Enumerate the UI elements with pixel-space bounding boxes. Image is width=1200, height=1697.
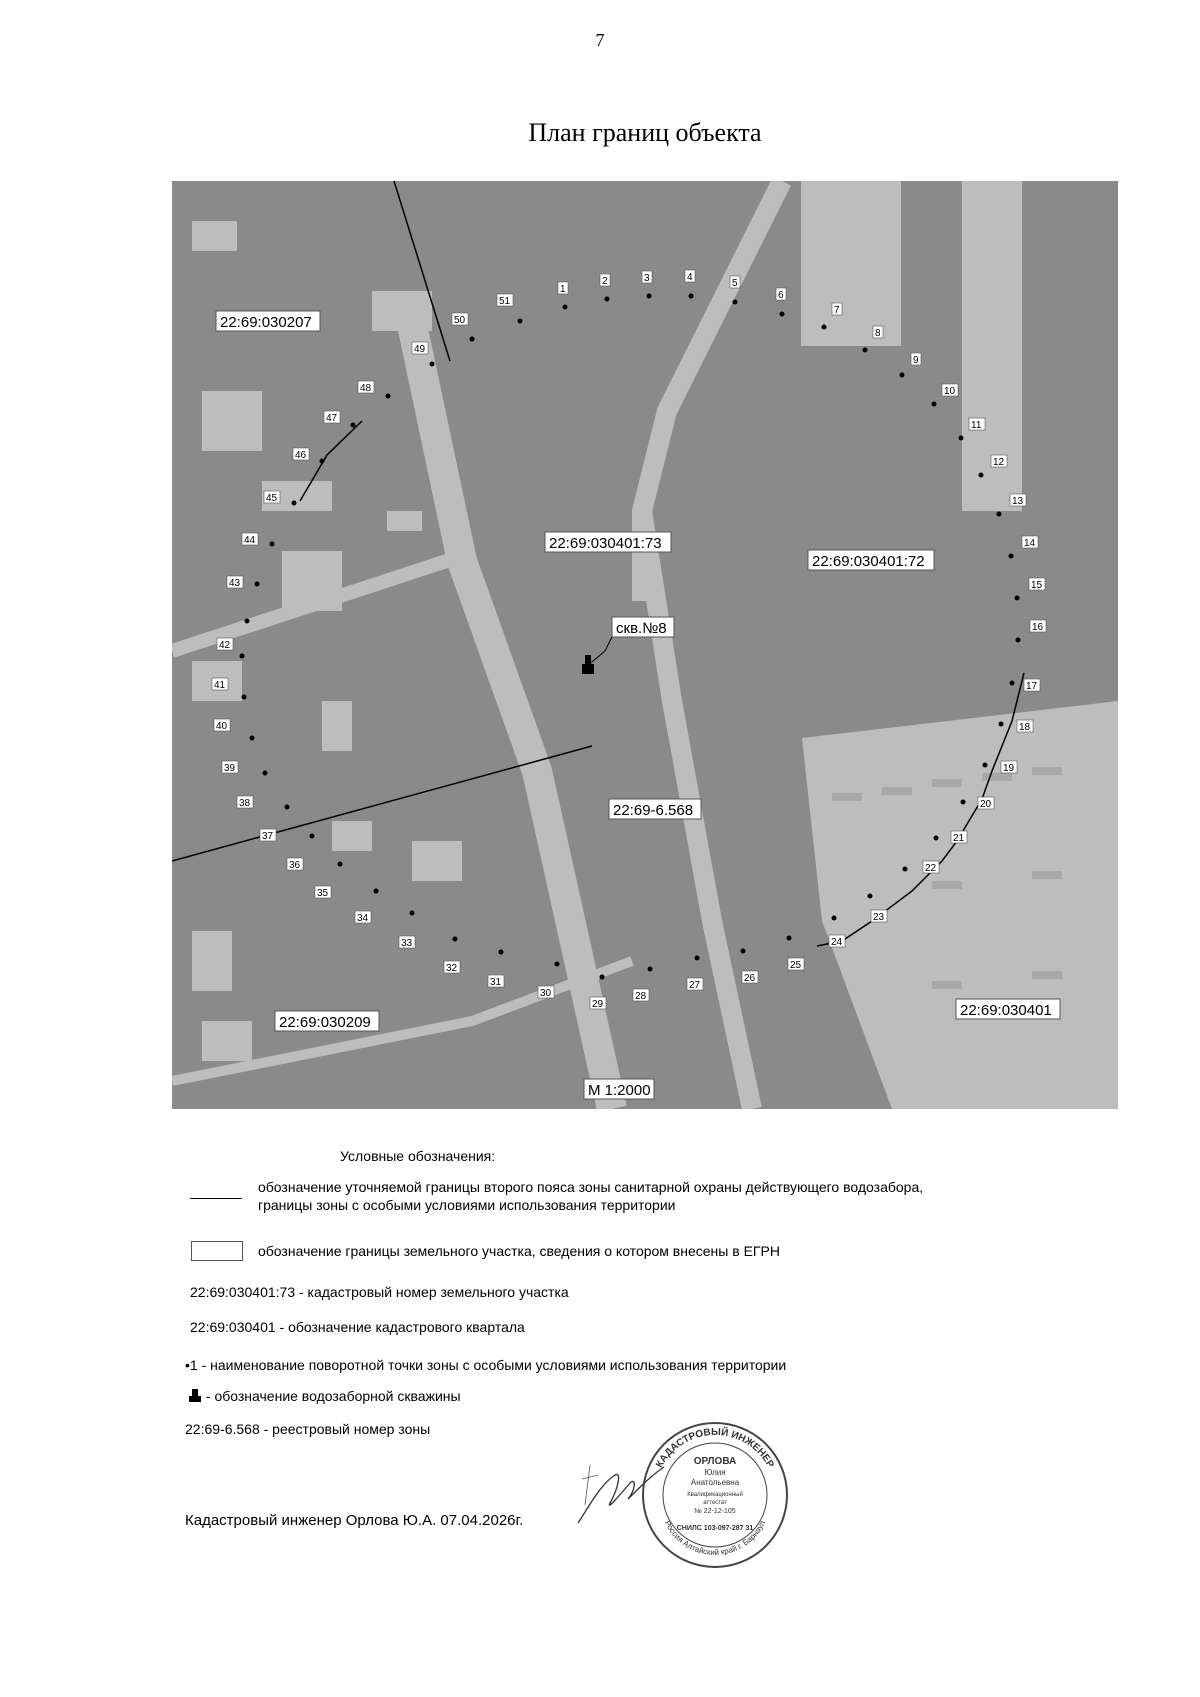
- legend-cadastral-number: 22:69:030401:73 - кадастровый номер земельного участка: [190, 1284, 569, 1300]
- point-label-4: 4: [687, 272, 693, 283]
- legend-registry-number: 22:69-6.568 - реестровый номер зоны: [185, 1421, 431, 1437]
- legend-cadastral-quarter: 22:69:030401 - обозначение кадастрового квартала: [190, 1319, 525, 1335]
- legend-zone-boundary-line2: границы зоны с особыми условиями использования территории: [258, 1197, 676, 1213]
- point-label-12: 12: [993, 457, 1005, 468]
- point-label-40: 40: [216, 721, 228, 732]
- well-label: скв.№8: [616, 620, 667, 637]
- point-label-43: 43: [229, 578, 241, 589]
- point-label-39: 39: [224, 763, 236, 774]
- point-label-3: 3: [644, 273, 650, 284]
- point-label-49: 49: [414, 344, 426, 355]
- stamp-name-1: ОРЛОВА: [693, 1456, 737, 1467]
- point-label-33: 33: [401, 938, 413, 949]
- point-label-11: 11: [971, 420, 982, 431]
- point-label-42: 42: [219, 640, 231, 651]
- point-label-30: 30: [540, 988, 552, 999]
- legend-box-symbol: [191, 1241, 243, 1261]
- boundary-map: [172, 181, 1118, 1109]
- point-label-2: 2: [602, 276, 608, 287]
- point-dot-icon: •: [185, 1357, 190, 1373]
- stamp-cert-3: № 22-12-105: [694, 1508, 736, 1515]
- point-label-10: 10: [944, 386, 956, 397]
- legend-line-symbol: [190, 1198, 242, 1199]
- quarter-label-030209: 22:69:030209: [279, 1014, 371, 1031]
- point-label-29: 29: [592, 999, 604, 1010]
- stamp-snils: СНИЛС 103-097-287 31: [676, 1525, 754, 1532]
- point-label-6: 6: [778, 290, 784, 301]
- point-label-27: 27: [689, 980, 701, 991]
- stamp-outer-top: КАДАСТРОВЫЙ ИНЖЕНЕР: [654, 1426, 776, 1470]
- point-label-21: 21: [953, 833, 965, 844]
- page-title: План границ объекта: [528, 118, 762, 147]
- point-label-37: 37: [262, 831, 274, 842]
- point-label-45: 45: [266, 493, 278, 504]
- point-label-34: 34: [357, 913, 369, 924]
- point-label-32: 32: [446, 963, 458, 974]
- point-label-38: 38: [239, 798, 251, 809]
- point-label-36: 36: [289, 860, 301, 871]
- point-label-19: 19: [1003, 763, 1015, 774]
- quarter-label-030401: 22:69:030401: [960, 1002, 1052, 1019]
- point-label-17: 17: [1026, 681, 1038, 692]
- point-label-1: 1: [560, 284, 566, 295]
- point-label-41: 41: [214, 680, 226, 691]
- point-label-28: 28: [635, 991, 647, 1002]
- engineer-stamp: [640, 1420, 790, 1570]
- stamp-cert-2: аттестат: [703, 1500, 727, 1506]
- point-label-24: 24: [831, 937, 843, 948]
- legend-parcel-boundary: обозначение границы земельного участка, сведения о котором внесены в ЕГРН: [258, 1243, 780, 1259]
- point-label-20: 20: [980, 799, 992, 810]
- legend-well: - обозначение водозаборной скважины: [188, 1387, 461, 1405]
- well-icon: [188, 1387, 202, 1403]
- stamp-name-2: Юлия: [704, 1468, 726, 1477]
- point-label-13: 13: [1012, 496, 1024, 507]
- page-number: 7: [595, 30, 605, 50]
- point-label-16: 16: [1032, 622, 1044, 633]
- point-label-22: 22: [925, 863, 937, 874]
- point-label-47: 47: [326, 413, 338, 424]
- parcel-label-73: 22:69:030401:73: [549, 535, 662, 552]
- point-label-8: 8: [875, 328, 881, 339]
- zone-label: 22:69-6.568: [613, 802, 694, 819]
- point-label-44: 44: [244, 535, 256, 546]
- point-label-48: 48: [360, 383, 372, 394]
- legend-heading: Условные обозначения:: [340, 1148, 496, 1164]
- point-label-5: 5: [732, 278, 738, 289]
- legend-zone-boundary-line1: обозначение уточняемой границы второго пояса зоны санитарной охраны действующего водозабора,: [258, 1179, 924, 1195]
- quarter-label-030207: 22:69:030207: [220, 314, 312, 331]
- legend-turning-point: •1 - наименование поворотной точки зоны с особыми условиями использования территории: [185, 1357, 787, 1373]
- point-label-9: 9: [913, 355, 919, 366]
- stamp-name-3: Анатольевна: [690, 1478, 740, 1487]
- point-label-51: 51: [499, 296, 511, 307]
- parcel-label-72: 22:69:030401:72: [812, 553, 925, 570]
- point-label-14: 14: [1024, 538, 1036, 549]
- point-label-18: 18: [1019, 722, 1031, 733]
- point-label-31: 31: [490, 977, 502, 988]
- point-label-46: 46: [295, 450, 307, 461]
- stamp-cert-1: Квалификационный: [687, 1492, 743, 1498]
- point-label-7: 7: [834, 305, 840, 316]
- point-label-50: 50: [454, 315, 466, 326]
- point-label-35: 35: [317, 888, 329, 899]
- point-label-25: 25: [790, 960, 802, 971]
- stamp-outer-bottom: Россия Алтайский край г. Барнаул: [662, 1519, 768, 1558]
- point-label-23: 23: [873, 912, 885, 923]
- point-label-26: 26: [744, 973, 756, 984]
- scale-label: М 1:2000: [588, 1082, 651, 1099]
- engineer-signature-line: Кадастровый инженер Орлова Ю.А. 07.04.2026г.: [185, 1512, 524, 1529]
- point-label-15: 15: [1031, 580, 1043, 591]
